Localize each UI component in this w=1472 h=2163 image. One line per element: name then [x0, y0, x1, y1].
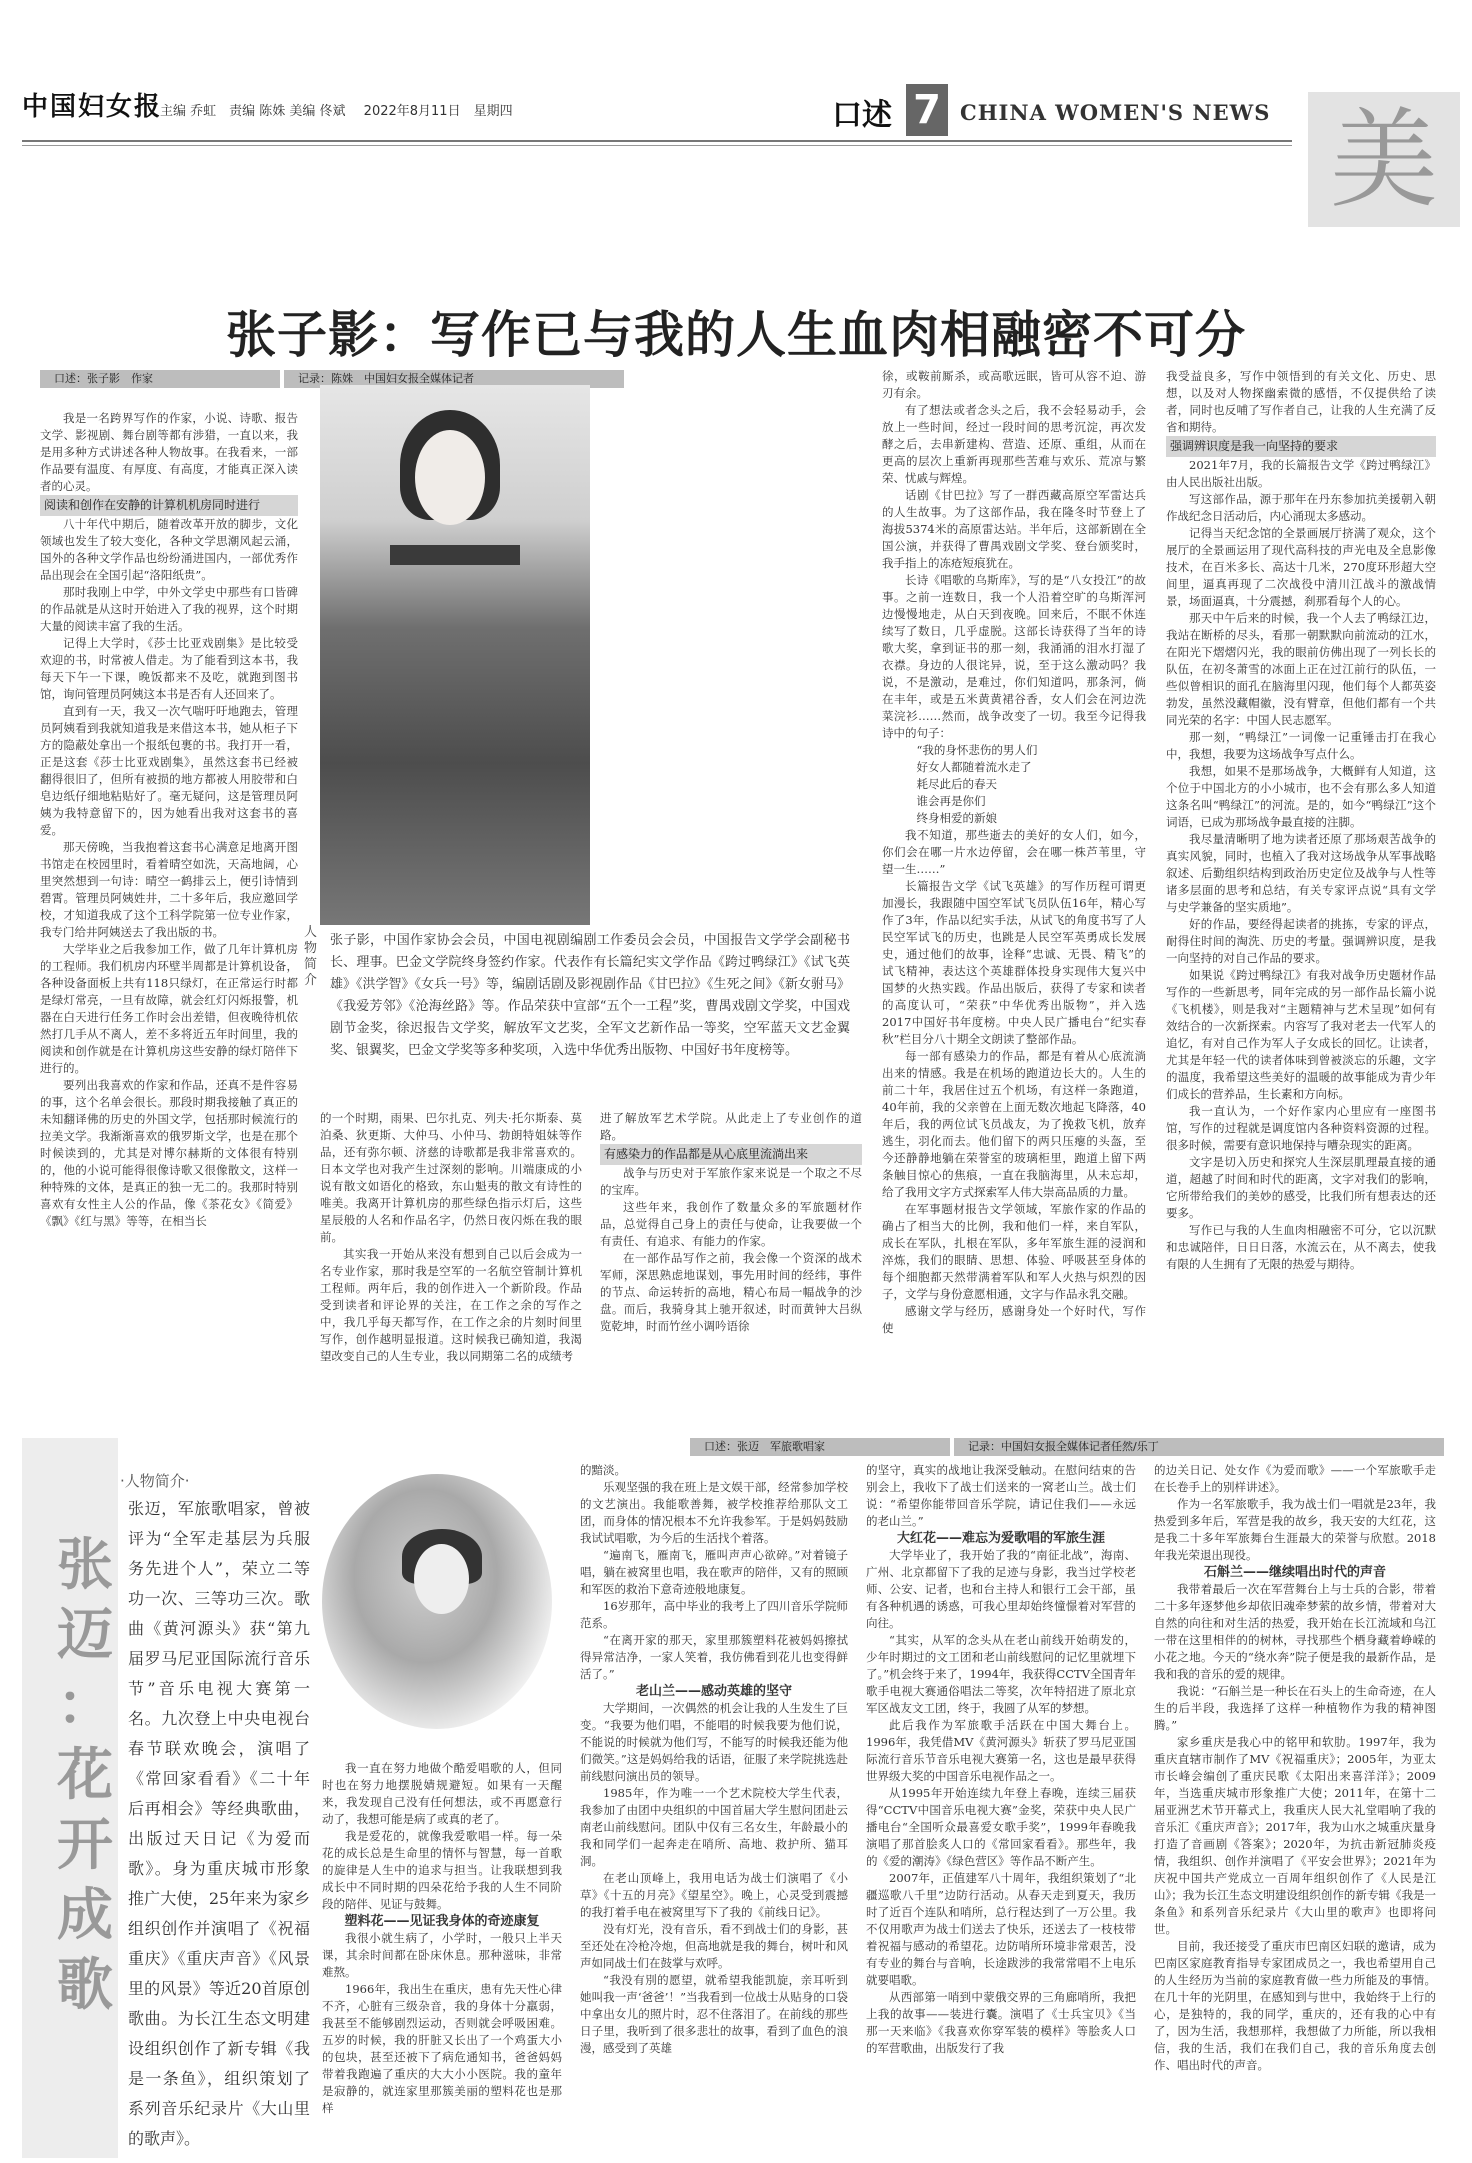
title-char: 花: [57, 1742, 113, 1808]
paragraph: 我一直在努力地做个酷爱唱歌的人，但同时也在努力地摆脱婧规避短。如果有一天醒来，我发现自己没有任何想法，或不再愿意行动了，我想可能是病了或真的老了。: [322, 1761, 562, 1826]
singer-bio-label: ·人物简介·: [120, 1472, 190, 1490]
paragraph: 长诗《唱歌的乌斯库》，写的是“八女投江”的故事。之前一连数日，我一个人沿着空旷的乌斯浑河边慢慢地走，从白天到夜晚。回来后，不眠不休连续写了数日，几乎虚脱。这部长诗获得了当年的诗歌大奖，拿到证书的那一刻，我涌涌的泪水打湿了衣襟。身边的人很诧异，说，至于这么激动吗？我说，不是激动，是难过，你们知道吗，那条河，倘在丰年，或是五米黄黄裙谷香，女人们会在河边洗菜浣衫……然而，战争改变了一切。我至今记得我诗中的句子：: [882, 573, 1146, 740]
author-photo: [320, 385, 590, 925]
subheading: 有感染力的作品都是从心底里流淌出来: [600, 1144, 862, 1165]
article1-column-5: [1166, 368, 1436, 1428]
paragraph: 16岁那年，高中毕业的我考上了四川音乐学院师范系。: [580, 1599, 848, 1630]
article2-byline-left: 口述：张迈 军旅歌唱家: [690, 1438, 950, 1456]
paragraph: 进了解放军艺术学院。从此走上了专业创作的道路。: [600, 1111, 862, 1142]
paragraph: 直到有一天，我又一次气喘吁吁地跑去，管理员阿姨看到我就知道我是来借这本书，她从柜子下方的隐蔽处拿出一个报纸包裹的书。我打开一看，正是这套《莎士比亚戏剧集》，虽然这套书已经被翻得很旧了，但所有被损的地方都被人用胶带和白皂边纸仔细地粘贴好了。毫无疑问，这是管理员阿姨为我特意留下的，因为她看出我对这套书的喜爱。: [40, 704, 298, 837]
paragraph: 2021年7月，我的长篇报告文学《跨过鸭绿江》由人民出版社出版。: [1166, 458, 1436, 489]
article1-column-1: [40, 410, 298, 1425]
paragraph: 写这部作品，源于那年在丹东参加抗美援朝入朝作战纪念日活动后，内心涌现太多感动。: [1166, 492, 1436, 523]
author-bio: 张子影，中国作家协会会员，中国电视剧编剧工作委员会会员，中国报告文学学会副秘书长、理事。巴金文学院终身签约作家。代表作有长篇纪实文学作品《跨过鸭绿江》《试飞英雄》《洪学智》《女兵一号》等，编剧话剧及影视剧作品《甘巴拉》《生死之间》《新女驸马》《我爱芳邻》《沧海丝路》等。作品荣获中宣部“五个一工程”奖，曹禺戏剧文学奖，中国戏剧节金奖，徐迟报告文学奖，解放军文艺奖，全军文艺新作品一等奖，空军蓝天文艺金翼奖、银翼奖，巴金文学奖等多种奖项，入选中华优秀出版物、中国好书年度榜等。: [330, 933, 851, 1058]
paragraph: 文字是切入历史和探究人生深层肌理最直接的通道，超越了时间和时代的距离，文字对我们的影响，它所带给我们的美妙的感受，比我们所有想表达的还要多。: [1166, 1155, 1436, 1220]
paragraph: 我带着最后一次在军营舞台上与士兵的合影，带着二十多年逐梦他乡却依旧魂牵梦萦的故乡情，带着对大自然的向往和对生活的热爱，我开始在长江流域和乌江一带在这里相伴的的树林，寻找那些个栖身藏着峥嵘的小花之地。今天的“绕水奔”院子便是我的最新作品，是我和我的音乐的爱的规律。: [1154, 1582, 1436, 1681]
paragraph: 如果说《跨过鸭绿江》有我对战争历史题材作品写作的一些新思考，同年完成的另一部作品长篇小说《飞机楼》，则是我对“主题精神与艺术呈现”如何有效结合的一次新探索。内容写了我对老去一代军人的追忆，有对自己作为军人子女成长的回忆。让读者，尤其是年轻一代的读者体味到曾被淡忘的乐趣，文字的温度，我希望这些美好的温暖的故事能成为青少年们成长的营养品，生长素和方向标。: [1166, 968, 1436, 1101]
paragraph: 那时我刚上中学，中外文学史中那些有口皆碑的作品就是从这时开始进入了我的视界，这个时期大量的阅读丰富了我的生活。: [40, 585, 298, 633]
paragraph: “我没有別的愿望，就希望我能凯旋，亲耳听到她叫我一声‘爸爸’！”当我看到一位战士从贴身的口袋中拿出女儿的照片时，忍不住落泪了。在前线的那些日子里，我听到了很多悲壮的故事，看到了血色的浪漫，感受到了英雄: [580, 1973, 848, 2055]
paragraph: 目前，我还接受了重庆市巴南区妇联的邀请，成为巴南区家庭教育指导专家团成员之一，我也希望用自己的人生经历为当前的家庭教育做一些力所能及的事情。在几十年的光阴里，在感知到与世中，我始终于上行的心，是独特的，我的同学，重庆的，还有我的心中有了，因为生活，我想那样，我想做了力所能，所以我相信，我的生活，我们在我们自己，我的音乐角度去创作、唱出时代的声音。: [1154, 1939, 1436, 2072]
subheading: 阅读和创作在安静的计算机机房同时进行: [40, 495, 298, 516]
paragraph: 其实我一开始从来没有想到自己以后会成为一名专业作家，那时我是空军的一名航空管制计算机工程师。两年后，我的创作进入一个新阶段。作品受到读者和评论界的关注，在工作之余的写作之中，我几乎每天都写作，在工作之余的片刻时间里写作，创作越明显报道。这时候我已确知道，我渴望改变自己的人生专业，我以同期第二名的成绩考: [320, 1247, 582, 1363]
article1-byline-left: 口述：张子影 作家: [40, 370, 280, 388]
paragraph: 话剧《甘巴拉》写了一群西藏高原空军雷达兵的人生故事。为了这部作品，我在隆冬时节登上了海拔5374米的高原雷达站。半年后，这部新剧在全国公演，并获得了曹禺戏剧文学奖、登台颁奖时，我手指上的冻疮短痕犹在。: [882, 488, 1146, 570]
bio-label: 人物简介: [304, 925, 318, 988]
paragraph: “其实，从军的念头从在老山前线开始萌发的，少年时期过的文工团和老山前线慰问的记忆里就埋下了。”机会终于来了，1994年，我获得CCTV全国青年歌手电视大赛通俗唱法二等奖，次年特招进了原北京军区战友文工团，终于，我圆了从军的梦想。: [866, 1633, 1136, 1715]
poem-line: “我的身怀悲伤的男人们: [916, 743, 1038, 757]
article1-headline: 张子影：写作已与我的人生血肉相融密不可分: [226, 305, 1246, 364]
subheading: 大红花——难忘为爱歌唱的军旅生涯: [896, 1531, 1105, 1546]
poem-line: 谁会再是你们: [916, 794, 986, 808]
paragraph: 每一部有感染力的作品，都是有着从心底流淌出来的情感。我是在机场的跑道边长大的。人生的前二十年，我居住过五个机场，有这样一条跑道，40年前，我的父亲曾在上面无数次地起飞降落，40年后，我的两位试飞员战友，为了挽救飞机，放弃逃生，羽化而去。他们留下的两只压瘪的头盔，至今还静静地躺在荣誉室的玻璃柜里，跑道上留下两条触目惊心的焦痕，一直在我脑海里，从未忘却，给了我用文字方式探索军人伟大崇高品质的力量。: [882, 1049, 1146, 1199]
article2-column-4: [1154, 1462, 1436, 2155]
paragraph: 写作已与我的人生血肉相融密不可分，它以沉默和忠诚陪伴，日日日落，水流云在，从不离去，使我有限的人生拥有了无限的热爱与期待。: [1166, 1223, 1436, 1271]
title-char: 迈: [57, 1602, 113, 1668]
article2-column-3: [866, 1462, 1136, 2155]
paragraph: 家乡重庆是我心中的铭甲和软肋。1997年，我为重庆直辖市制作了MV《祝福重庆》；2005年，为亚太市长峰会编创了重庆民歌《太阳出来喜洋洋》；2009年，当选重庆城市形象推广大使；2011年，在第十二届亚洲艺术节开幕式上，我重庆人民大礼堂唱响了我的音乐汇《重庆声音》；2017年，我为山水之城重庆量身打造了音画剧《答案》；2020年，为抗击新冠肺炎疫情，我组织、创作并演唱了《平安会世界》；2021年为庆祝中国共产党成立一百周年组织创作了《人民是江山》；我为长江生态文明建设组织创作的新专辑《我是一条鱼》和系列音乐纪录片《大山里的歌声》也即将问世。: [1154, 1735, 1436, 1936]
page-number: 7: [906, 84, 948, 136]
paragraph: 从西部第一哨到中蒙俄交界的三角廊哨所，我把上我的故事——装进行囊。演唱了《士兵宝贝》《当那一天来临》《我喜欢你穿军装的模样》等脍炙人口的军营歌曲，出版发行了我: [866, 1990, 1136, 2055]
subheading: 石斛兰——继续唱出时代的声音: [1203, 1565, 1386, 1580]
paragraph: 1966年，我出生在重庆，患有先天性心律不齐，心脏有三级杂音，我的身体十分羸弱，我甚至不能够剧烈运动，否则就会呼吸困难。五岁的时候，我的肝脏又长出了一个鸡蛋大小的包块，甚至还被下了病危通知书，爸爸妈妈带着我跑遍了重庆的大大小小医院。我的童年是寂静的，就连家里那簇美丽的塑料花也是那样: [322, 1982, 562, 2115]
paragraph: 乐观坚强的我在班上是文娱干部，经常参加学校的文艺演出。我能歌善舞，被学校推荐给那队文工团，而身体的情况根本不允许我参军。于是妈妈鼓励我试试唱歌，为今后的生活找个着落。: [580, 1480, 848, 1545]
article1-byline-right: 记录：陈姝 中国妇女报全媒体记者: [284, 370, 624, 388]
paragraph: 记得当天纪念馆的全景画展厅挤满了观众，这个展厅的全景画运用了现代高科技的声光电及全息影像技术，在百米多长、高达十几米，270度环形超大空间里，逼真再现了二次战役中清川江战斗的激战情景，场面逼真，十分震撼，刹那看每个人的心。: [1166, 526, 1436, 608]
paragraph: 从1995年开始连续九年登上春晚，连续三届获得“CCTV中国音乐电视大赛”金奖，荣获中央人民广播电台“全国听众最喜爱女歌手奖”，1999年春晚我演唱了那首脍炙人口的《常回家看看》。那些年，我的《爱的潮涛》《绿色营区》等作品不断产生。: [866, 1786, 1136, 1868]
article2-title: [40, 1530, 130, 2020]
article2-byline-right: 记录：中国妇女报全媒体记者任然/乐丁: [954, 1438, 1444, 1456]
paragraph: “在离开家的那天，家里那簇塑料花被妈妈擦拭得异常洁净，一家人笑着，我仿佛看到花儿也变得鲜活了。”: [580, 1633, 848, 1681]
section-name: 口述: [832, 98, 892, 133]
title-char: 开: [57, 1812, 113, 1878]
paragraph: 要列出我喜欢的作家和作品，还真不是件容易的事，这个名单会很长。那段时期我接触了真正的未知翻译佛的历史的外国文学，包括那时候流行的拉美文学。我渐渐喜欢的俄罗斯文学，也是在那个时候读到的，尤其是对博尔赫斯的文体很有特别的，他的小说可能得很像诗歌又很像散文，这样一种特殊的文体，是真正的独一无二的。我那时特别喜欢有女性主人公的作品，像《茶花女》《简爱》《飘》《红与黑》等等，在相当长: [40, 1078, 298, 1228]
paragraph: “遍南飞，雁南飞，雁叫声声心欲碎。”对着镜子唱，躺在被窝里也唱，我在歌声的陪伴，又有的照顾和军医的救治下意奇迹般地康复。: [580, 1548, 848, 1596]
paragraph: 没有灯光，没有音乐，看不到战士们的身影，甚至还处在冷枪冷炮，但高地就是我的舞台，树叶和风声如同战士们在鼓掌与欢呼。: [580, 1922, 848, 1970]
paragraph: 那天中午后来的时候，我一个人去了鸭绿江边，我站在断桥的尽头，看那一朝默默向前流动的江水，在阳光下熠熠闪光，我的眼前仿佛出现了一列长长的队伍，在初冬萧雪的冰面上正在过江前行的队伍，一些似曾相识的面孔在脑海里闪现，他们每个人都英姿勃发，虽然没藏帽徽，没有臂章，但他们都有一个共同光荣的名字：中国人民志愿军。: [1166, 611, 1436, 727]
title-char: 张: [57, 1532, 113, 1598]
english-name: CHINA WOMEN'S NEWS: [960, 100, 1271, 125]
paragraph: 大学期间，一次偶然的机会让我的人生发生了巨变。“我要为他们唱，不能唱的时候我要为他们说，不能说的时候就为他们写，不能写的时候我还能为他们微笑。”这是妈妈给我的话语，征服了来学院挑选赴前线慰问演出员的领导。: [580, 1701, 848, 1783]
issue-date: 2022年8月11日 星期四: [363, 104, 513, 119]
masthead-rule-thin: [22, 145, 1292, 146]
paragraph: 我尽量清晰明了地为读者还原了那场艰苦战争的真实风貌，同时，也植入了我对这场战争从军事战略叙述、后勤组织结构到政治历史定位及战争与人性等诸多层面的思考和总结，有关专家评点说“具有文学与史学兼备的坚实质地”。: [1166, 832, 1436, 914]
paragraph: 有了想法或者念头之后，我不会轻易动手，会放上一些时间，经过一段时间的思考沉淀，再次发酵之后，去串新建构、营造、还原、重组，从而在更高的层次上重新再现那些苦难与欢乐、荒凉与繁荣、忧戚与辉煌。: [882, 403, 1146, 485]
article1-column-3: [600, 1110, 862, 1428]
paragraph: 我一直认为，一个好作家内心里应有一座图书馆，写作的过程就是调度馆内各种资料资源的过程。很多时候，需要有意识地保持与嘈杂现实的距离。: [1166, 1104, 1436, 1152]
editors: 主编 乔虹 责编 陈姝 美编 佟斌: [160, 104, 346, 119]
article2-column-2: [580, 1462, 848, 2155]
paragraph: 在军事题材报告文学领域，军旅作家的作品的确占了相当大的比例，我和他们一样，来自军队，成长在军队，扎根在军队，多年军旅生涯的浸润和淬炼，我们的眼睛、思想、体验、呼吸甚至身体的每个细胞都天然带满着军队和军人火热与炽烈的因子，文学与身份意愿相通，文字与作品永乳交融。: [882, 1202, 1146, 1301]
article1-column-4: [882, 368, 1146, 1428]
singer-photo: [322, 1474, 552, 1729]
title-char: 成: [57, 1882, 113, 1948]
title-char: 歌: [57, 1952, 113, 2018]
paragraph: 好的作品，要经得起读者的挑拣，专家的评点，耐得住时间的淘洗、历史的考量。强调辨识度，是我一向坚持的对自己作品的要求。: [1166, 917, 1436, 965]
paragraph: 战争与历史对于军旅作家来说是一个取之不尽的宝库。: [600, 1166, 862, 1197]
newspaper-logo: 中国妇女报: [22, 92, 163, 122]
paragraph: 的坚守，真实的战地让我深受触动。在慰问结束的告别会上，我收下了战士们送来的一窝老山兰。战士们说：“希望你能带回音乐学院，请记住我们——永远的老山兰。”: [866, 1463, 1136, 1528]
paragraph: 徐，或鞍前厮杀，或高歌远眠，皆可从容不迫、游刃有余。: [882, 369, 1146, 400]
poem-line: 耗尽此后的春天: [916, 777, 997, 791]
subheading: 塑料花——见证我身体的奇迹康复: [344, 1914, 540, 1929]
paragraph: 在老山顶峰上，我用电话为战士们演唱了《小草》《十五的月亮》《望星空》。晚上，心灵受到震撼的我打着手电在被窝里写下了我的《前线日记》。: [580, 1871, 848, 1919]
paragraph: 这些年来，我创作了数量众多的军旅题材作品，总觉得自己身上的责任与使命，让我要做一个有责任、有追求、有能力的作家。: [600, 1200, 862, 1248]
paragraph: 那天傍晚，当我抱着这套书心满意足地离开图书馆走在校园里时，看着晴空如洗，天高地阔，心里突然想到一句诗：晴空一鹤排云上，便引诗情到碧霄。管理员阿姨姓井，二十多年后，我应邀回学校，才知道我成了这个工科学院第一位专业作家，我专门给井阿姨送去了我出版的书。: [40, 840, 298, 939]
paragraph: 的一个时期，雨果、巴尔扎克、列夫·托尔斯泰、莫泊桑、狄更斯、大仲马、小仲马、勃朗特姐妹等作品，还有弥尔顿、济慈的诗歌都是我非常喜欢的。日本文学也对我产生过深刻的影响。川端康成的小说有散文如语化的格致，东山魁夷的散文有诗性的唯美。我离开计算机房的那些绿色指示灯后，这些星辰般的人名和作品名字，仍然日夜闪烁在我的眼前。: [320, 1111, 582, 1244]
masthead-info: [160, 100, 513, 119]
paragraph: 感谢文学与经历，感谢身处一个好时代，写作使: [882, 1304, 1146, 1335]
paragraph: 我受益良多，写作中领悟到的有关文化、历史、思想，以及对人物探幽索微的感悟，不仅提供给了读者，同时也反哺了写作者自己，让我的人生充满了反省和期待。: [1166, 369, 1436, 434]
paragraph: 的黯淡。: [580, 1463, 626, 1477]
paragraph: 我很小就生病了，小学时，一般只上半天课，其余时间都在卧床休息。那种滋味，非常难熬。: [322, 1931, 562, 1979]
section-char: 美: [1329, 98, 1438, 223]
subheading: 强调辨识度是我一向坚持的要求: [1166, 436, 1436, 457]
title-char: ：: [57, 1672, 113, 1738]
article2-column-1: [322, 1760, 562, 2155]
paragraph: 我是爱花的，就像我爱歌唱一样。每一朵花的成长总是生命里的情怀与智慧，每一首歌的旋律是人生中的追求与担当。让我联想到我成长中不同时期的四朵花给予我的人生不同阶段的陪伴、见证与鼓舞。: [322, 1829, 562, 1911]
paragraph: 大学毕业了，我开始了我的“南征北战”，海南、广州、北京都留下了我的足迹与身影，我当过学校老师、公安、记者，也和台主持人和银行工会干部，虽有各种机遇的诱惑，可我心里却始终憧憬着对军营的向往。: [866, 1548, 1136, 1630]
paragraph: 记得上大学时，《莎士比亚戏剧集》是比较受欢迎的书，时常被人借走。为了能看到这本书，我每天下午一下课，晚饭都来不及吃，就跑到图书馆，询问管理员阿姨这本书是否有人还回来了。: [40, 636, 298, 701]
paragraph: 1985年，作为唯一一个艺术院校大学生代表，我参加了由团中央组织的中国首届大学生慰问团赴云南老山前线慰问。团队中仅有三名女生，年龄最小的我和同学们一起奔走在哨所、高地、救护所、猫耳洞。: [580, 1786, 848, 1868]
paragraph: 八十年代中期后，随着改革开放的脚步，文化领域也发生了较大变化，各种文学思潮风起云涌，国外的各种文学作品也纷纷涌进国内，一部优秀作品出现会在全国引起“洛阳纸贵”。: [40, 517, 298, 582]
singer-bio: 张迈，军旅歌唱家，曾被评为“全军走基层为兵服务先进个人”，荣立二等功一次、三等功三次。歌曲《黄河源头》获“第九届罗马尼亚国际流行音乐节”音乐电视大赛第一名。九次登上中央电视台春节联欢晚会，演唱了《常回家看看》《二十年后再相会》等经典歌曲，出版过天日记《为爱而歌》。身为重庆城市形象推广大使，25年来为家乡组织创作并演唱了《祝福重庆》《重庆声音》《风景里的风景》等近20首原创歌曲。为长江生态文明建设组织创作了新专辑《我是一条鱼》，组织策划了系列音乐纪录片《大山里的歌声》。: [128, 1499, 310, 2148]
subheading: 老山兰——感动英雄的坚守: [635, 1684, 792, 1699]
paragraph: 此后我作为军旅歌手活跃在中国大舞台上。1996年，我凭借MV《黄河源头》斩获了罗马尼亚国际流行音乐节音乐电视大赛第一名，这也是最早获得世界级大奖的中国音乐电视作品之一。: [866, 1718, 1136, 1783]
article1-column-2: [320, 1110, 582, 1428]
paragraph: 大学毕业之后我参加工作，做了几年计算机房的工程师。我们机房内环壁半周都是计算机设备，各种设备面板上共有118只绿灯，在正常运行时都是绿灯常亮，一旦有故障，就会红灯闪烁报警，机器在白天进行任务工作时会出差错，但夜晚待机依然打几手从不离人，差不多将近五年时间里，我的阅读和创作就是在计算机房这些安静的绿灯陪伴下进行的。: [40, 942, 298, 1075]
paragraph: 2007年，正值建军八十周年，我组织策划了“北疆巡歌八千里”边防行活动。从春天走到夏天，我历时了近百个连队和哨所，总行程达到了一万公里。我不仅用歌声为战士们送去了快乐，还送去了一枝枝带着祝福与感动的希望花。边防哨所环境非常艰苦，没有专业的舞台与音响，长途跋涉的我常常唱不上电乐就要唱歌。: [866, 1871, 1136, 1987]
masthead-rule: [22, 140, 1292, 142]
paragraph: 我说：“石斛兰是一种长在石头上的生命奇迹，在人生的后半段，我选择了这样一种植物作为我的精神图腾。”: [1154, 1684, 1436, 1732]
paragraph: 那一刻，“鸭绿江”一词像一记重锤击打在我心中，我想，我要为这场战争写点什么。: [1166, 730, 1436, 761]
paragraph: 在一部作品写作之前，我会像一个资深的战术军师，深思熟虑地谋划，事先用时间的经纬，事件的节点、命运转折的高地，精心布局一幅战争的沙盘。而后，我骑身其上驰开叙述，时而黄钟大吕纵览乾坤，时而竹丝小调吟语徐: [600, 1251, 862, 1333]
paragraph: 我不知道，那些逝去的美好的女人们，如今，你们会在哪一片水边停留，会在哪一株芦苇里，守望一生……”: [882, 828, 1146, 876]
paragraph: 我想，如果不是那场战争，大概鲜有人知道，这个位于中国北方的小小城市，也不会有那么多人知道这条名叫“鸭绿江”的河流。是的，如今“鸭绿江”这个词语，已成为那场战争最直接的注脚。: [1166, 764, 1436, 829]
poem-line: 好女人都随着流水走了: [916, 760, 1032, 774]
paragraph: 作为一名军旅歌手，我为战士们一唱就是23年，我热爱到多年后，军营是我的故乡，我天安的大红花，这是我二十多年军旅舞台生涯最大的荣誉与欣慰。2018年我光荣退出现役。: [1154, 1497, 1436, 1562]
poem-line: 终身相爱的新娘: [916, 811, 997, 825]
paragraph: 我是一名跨界写作的作家，小说、诗歌、报告文学、影视剧、舞台剧等都有涉猎，一直以来，我是用多种方式讲述各种人物故事。在我看来，一部作品要有温度、有厚度、有高度，才能真正深入读者的心灵。: [40, 411, 298, 493]
paragraph: 的边关日记、处女作《为爱而歌》——一个军旅歌手走在长卷手上的别样讲述》。: [1154, 1463, 1436, 1494]
paragraph: 长篇报告文学《试飞英雄》的写作历程可谓更加漫长，我跟随中国空军试飞员队伍16年，精心写作了3年，作品以纪实手法，从试飞的角度书写了人民空军试飞的历史，也跳是人民空军英勇成长发展史，通过他们的故事，诠释“忠诚、无畏、精飞”的试飞精神，表达这个英雄群体投身实现伟大复兴中国梦的火热实践。作品出版后，获得了专家和读者的高度认可，“荣获”中华优秀出版物”，并入选2017中国好书年度榜。中央人民广播电台“纪实春秋”栏目分八十期全文朗读了整部作品。: [882, 879, 1146, 1046]
